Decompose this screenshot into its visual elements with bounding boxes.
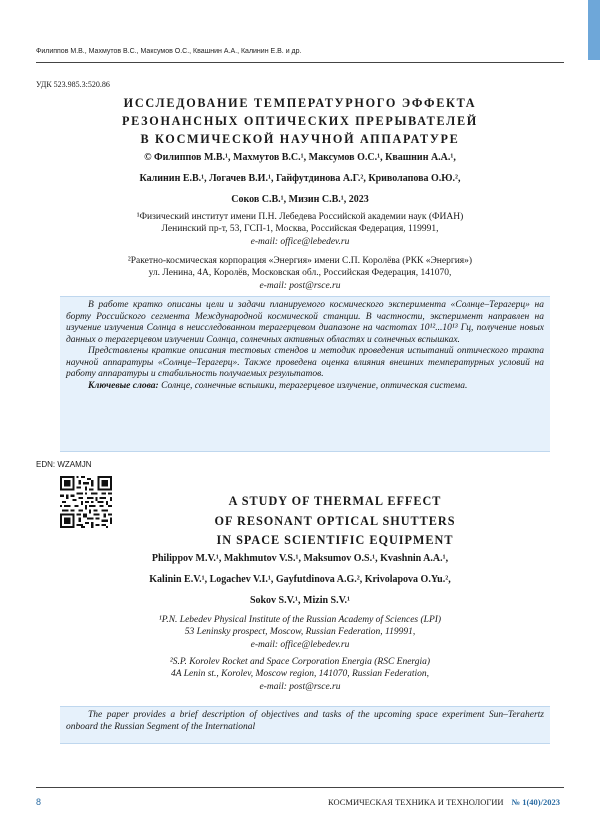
udk-code: УДК 523.985.3:520.86 (36, 80, 110, 89)
affiliation-line: 53 Leninsky prospect, Moscow, Russian Federation, 119991, (184, 627, 416, 638)
affiliation-line: ¹P.N. Lebedev Physical Institute of the Russian Academy of Sciences (LPI) (158, 615, 442, 625)
abstract-en (60, 706, 550, 744)
title-ru-line: ИССЛЕДОВАНИЕ ТЕМПЕРАТУРНОГО ЭФФЕКТА (123, 96, 477, 110)
title-en-line: OF RESONANT OPTICAL SHUTTERS (214, 513, 456, 528)
affiliation-line: ¹Физический институт имени П.Н. Лебедева Российской академии наук (ФИАН) (136, 212, 464, 222)
authors-ru (40, 147, 560, 210)
authors-en (40, 548, 560, 611)
title-en (140, 492, 530, 551)
title-ru (80, 94, 520, 148)
authors-ru-line: © Филиппов М.В.¹, Махмутов В.С.¹, Максумов О.С.¹, Квашнин А.А.¹, (144, 152, 456, 163)
email-text: e-mail: office@lebedev.ru (250, 236, 350, 247)
title-en-line: IN SPACE SCIENTIFIC EQUIPMENT (216, 533, 454, 547)
edn-code: EDN: WZAMJN (36, 460, 92, 469)
affiliation-en-2 (60, 656, 540, 693)
affiliation-ru-2 (60, 255, 540, 292)
email-text: e-mail: post@rsce.ru (259, 280, 341, 291)
abstract-ru-paragraph: В работе кратко описаны цели и задачи планируемого космического эксперимента «Солнце–Терагерц» на борту Российского сегмента Международной космической станции. В частности, эксперимент направлен на изучение излучения Солнца в неисследованном терагерцевом диапазоне на частотах 10¹²...10¹³ Гц, получение новых данных о терагерцевом излучении Солнца, солнечных активных областях и солнечных вспышках. (66, 300, 544, 345)
page-edge-tab (588, 0, 600, 60)
affiliation-en-1 (60, 614, 540, 651)
authors-ru-line: Калинин Е.В.¹, Логачев В.И.¹, Гайфутдинова А.Г.², Криволапова О.Ю.², (139, 173, 461, 184)
qr-code-icon (60, 476, 112, 528)
affiliation-email: e-mail: post@rsce.ru (259, 681, 341, 692)
journal-issue: № 1(40)/2023 (511, 797, 560, 807)
affiliation-line: ²Ракетно-космическая корпорация «Энергия» имени С.П. Королёва (РКК «Энергия») (127, 256, 473, 266)
journal-name: КОСМИЧЕСКАЯ ТЕХНИКА И ТЕХНОЛОГИИ (328, 797, 504, 807)
authors-en-line: Philippov M.V.¹, Makhmutov V.S.¹, Maksumov O.S.¹, Kvashnin A.A.¹, (151, 553, 449, 564)
page-number: 8 (36, 797, 42, 807)
affiliation-email (60, 236, 540, 248)
keywords-label: Ключевые слова: (88, 380, 159, 391)
affiliation-line: ²S.P. Korolev Rocket and Space Corporation Energia (RSC Energia) (169, 657, 431, 667)
affiliation-line: 4A Lenin st., Korolev, Moscow region, 141070, Russian Federation, (170, 669, 430, 680)
authors-ru-line: Соков С.В.¹, Мизин С.В.¹, 2023 (231, 194, 369, 205)
authors-en-line: Kalinin E.V.¹, Logachev V.I.¹, Gayfutdinova A.G.², Krivolapova O.Yu.², (149, 574, 451, 585)
running-header-authors: Филиппов М.В., Махмутов В.С., Максумов О.С., Квашнин А.А., Калинин Е.В. и др. (36, 48, 302, 55)
abstract-ru (60, 296, 550, 452)
affiliation-ru-1 (60, 211, 540, 248)
header-rule (36, 62, 564, 63)
affiliation-line: Ленинский пр-т, 53, ГСП-1, Москва, Российская Федерация, 119991, (161, 224, 439, 235)
title-en-line: A STUDY OF THERMAL EFFECT (228, 494, 442, 508)
abstract-ru-paragraph: Представлены краткие описания тестовых стендов и методик проведения испытаний оптического тракта научной аппаратуры «Солнце–Терагерц». Также проведена оценка влияния внешних температурных условий на работу аппаратуры и стабильность получаемых результатов. (66, 346, 544, 379)
title-ru-line: РЕЗОНАНСНЫХ ОПТИЧЕСКИХ ПРЕРЫВАТЕЛЕЙ (122, 114, 478, 128)
footer-rule (36, 787, 564, 788)
keywords-text: Солнце, солнечные вспышки, терагерцевое излучение, оптическая система. (158, 380, 468, 391)
title-ru-line: В КОСМИЧЕСКОЙ НАУЧНОЙ АППАРАТУРЕ (140, 132, 460, 146)
abstract-en-paragraph: The paper provides a brief description of objectives and tasks of the upcoming space experiment Sun–Terahertz onboard the Russian Segment of the International (66, 710, 544, 732)
affiliation-line: ул. Ленина, 4А, Королёв, Московская обл., Российская Федерация, 141070, (148, 268, 452, 279)
keywords-ru (66, 381, 544, 393)
journal-footer (328, 797, 560, 807)
affiliation-email (60, 280, 540, 292)
authors-en-line: Sokov S.V.¹, Mizin S.V.¹ (249, 595, 351, 606)
affiliation-email: e-mail: office@lebedev.ru (250, 639, 350, 650)
